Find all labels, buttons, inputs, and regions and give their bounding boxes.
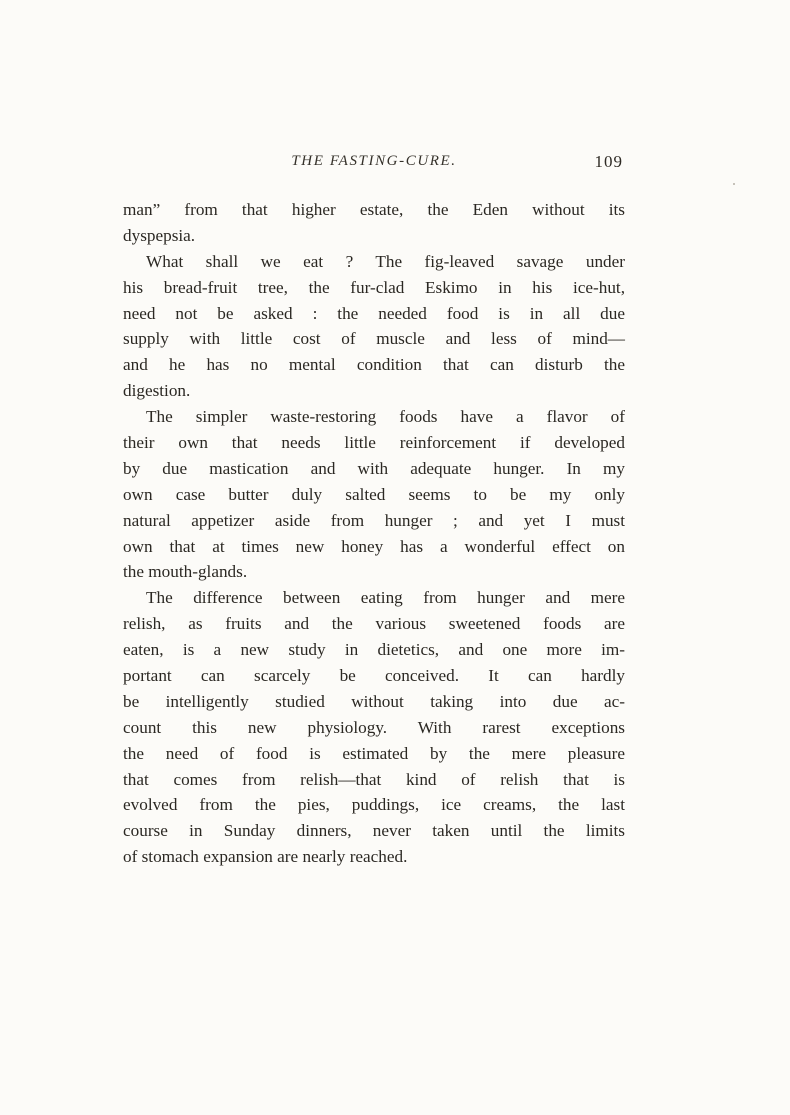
text-line: the mouth-glands. — [123, 562, 248, 582]
text-line: count this new physiology. With rarest exceptions — [123, 717, 625, 737]
text-line: portant can scarcely be conceived. It can hardly — [123, 666, 625, 686]
text-line: by due mastication and with adequate hunger. In my — [123, 458, 625, 478]
scan-speck — [733, 183, 735, 185]
text-line: his bread-fruit tree, the fur-clad Eskimo in his ice-hut, — [123, 277, 625, 297]
running-title: THE FASTING-CURE. — [291, 153, 457, 169]
text-line: The difference between eating from hunger and mere — [146, 588, 625, 608]
text-line: need not be asked : the needed food is in all due — [123, 303, 625, 323]
text-line: own case butter duly salted seems to be my only — [123, 484, 625, 504]
text-line: natural appetizer aside from hunger ; and yet I must — [123, 510, 625, 530]
text-line: man” from that higher estate, the Eden without its — [123, 200, 625, 219]
text-line: their own that needs little reinforcement if developed — [123, 433, 625, 453]
text-line: supply with little cost of muscle and less of mind— — [123, 329, 625, 349]
text-line: be intelligently studied without taking into due ac- — [123, 691, 625, 711]
text-line: relish, as fruits and the various sweetened foods are — [123, 614, 625, 634]
text-line: dyspepsia. — [123, 225, 196, 245]
text-line: What shall we eat ? The fig-leaved savage under — [146, 251, 625, 271]
text-line: that comes from relish—that kind of relish that is — [123, 769, 625, 789]
text-line: evolved from the pies, puddings, ice creams, the last — [123, 795, 625, 815]
page-body — [123, 197, 625, 870]
page-number: 109 — [594, 152, 623, 171]
text-line: and he has no mental condition that can disturb the — [123, 355, 625, 375]
text-line: eaten, is a new study in dietetics, and one more im- — [123, 640, 625, 660]
text-line: of stomach expansion are nearly reached. — [123, 847, 408, 867]
text-line: digestion. — [123, 381, 191, 401]
text-line: own that at times new honey has a wonderful effect on — [123, 536, 625, 556]
text-line: the need of food is estimated by the mere pleasure — [123, 743, 625, 763]
text-line: course in Sunday dinners, never taken until the limits — [123, 821, 625, 841]
page-header — [123, 153, 625, 175]
text-line: The simpler waste-restoring foods have a flavor of — [146, 407, 625, 427]
